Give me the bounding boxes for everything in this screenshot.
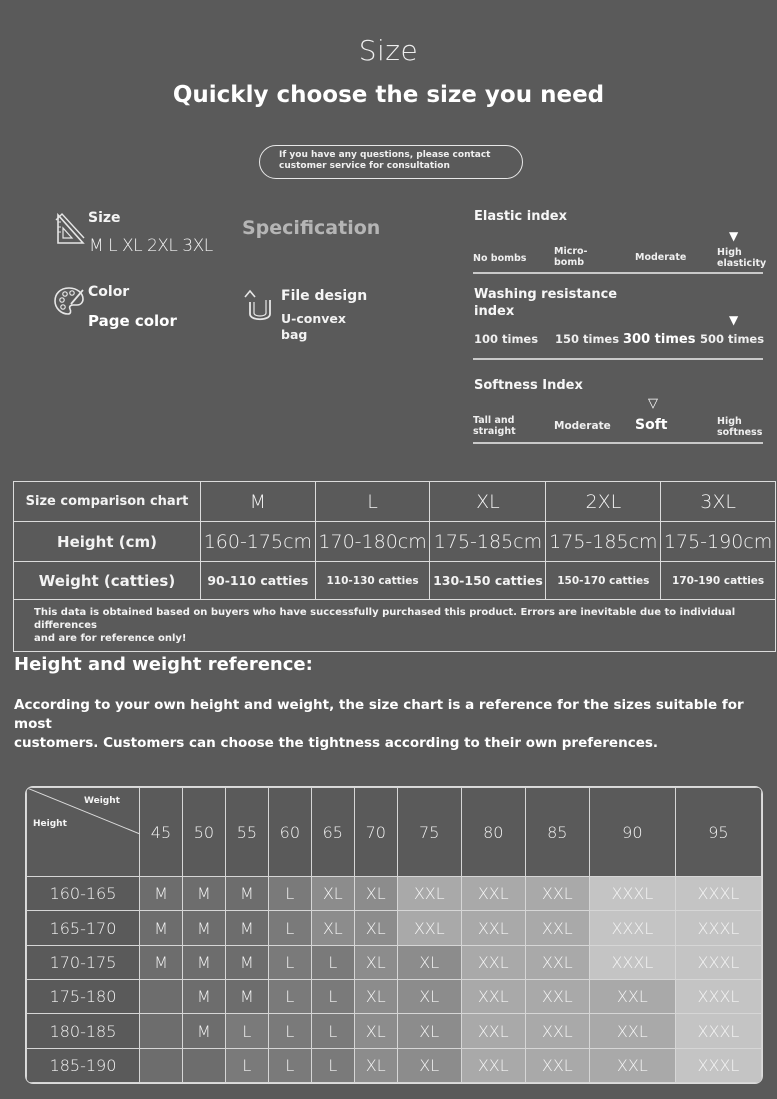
grid-row — [27, 911, 762, 945]
grid-size-cell: XXL — [525, 1048, 589, 1082]
size-label: Size — [88, 210, 121, 226]
palette-icon — [53, 285, 85, 317]
grid-size-cell: XXL — [589, 1014, 675, 1048]
grid-size-cell: XXXL — [675, 877, 761, 911]
reference-title: Height and weight reference: — [14, 654, 313, 675]
grid-size-cell: XXL — [589, 1048, 675, 1082]
grid-size-cell: L — [311, 1048, 354, 1082]
reference-description-line1: According to your own height and weight, the size chart is a reference for the sizes suitable for most — [14, 697, 744, 732]
elastic-option-1: No bombs — [473, 253, 527, 264]
grid-size-cell: M — [225, 980, 268, 1014]
grid-size-cell: M — [182, 877, 225, 911]
washing-scale-line — [473, 358, 763, 360]
grid-size-cell: L — [311, 980, 354, 1014]
elastic-selected-marker-icon: ▼ — [729, 229, 739, 243]
comparison-header-row — [14, 482, 776, 522]
page-title: Size — [358, 34, 419, 67]
grid-height-label: 175-180 — [27, 980, 140, 1014]
grid-size-cell: M — [182, 945, 225, 979]
grid-size-cell: XXL — [525, 911, 589, 945]
contact-note-line1: If you have any questions, please contact — [279, 150, 491, 160]
file-design-value — [281, 311, 346, 343]
color-label: Color — [88, 284, 130, 300]
grid-size-cell: XXXL — [675, 980, 761, 1014]
grid-size-cell: M — [225, 911, 268, 945]
comparison-height-xl: 175-185cm — [430, 522, 546, 562]
grid-size-cell — [140, 1048, 183, 1082]
elastic-option-3: Moderate — [635, 252, 687, 263]
grid-size-cell: L — [268, 1048, 311, 1082]
grid-weight-header: 65 — [311, 788, 354, 877]
comparison-weight-m: 90-110 catties — [201, 562, 316, 600]
softness-index-title: Softness Index — [474, 378, 583, 393]
softness-scale-line — [473, 442, 763, 444]
grid-size-cell: M — [225, 877, 268, 911]
grid-size-cell: XXL — [461, 945, 525, 979]
comparison-height-row — [14, 522, 776, 562]
elastic-option-4: High elasticity — [717, 247, 767, 269]
comparison-height-label: Height (cm) — [14, 522, 201, 562]
comparison-note-line1: This data is obtained based on buyers who have successfully purchased this product. Errors are inevitable due to individual differences — [34, 607, 736, 631]
softness-option-2: Moderate — [554, 420, 611, 432]
grid-weight-header: 60 — [268, 788, 311, 877]
reference-description — [14, 696, 774, 753]
washing-option-2: 150 times — [555, 332, 620, 346]
size-values: M L XL 2XL 3XL — [89, 236, 213, 256]
grid-height-label: 160-165 — [27, 877, 140, 911]
grid-size-cell: XL — [354, 911, 397, 945]
grid-size-cell: XXXL — [675, 945, 761, 979]
height-weight-grid — [25, 786, 763, 1084]
grid-size-cell: M — [182, 980, 225, 1014]
grid-size-cell: XL — [397, 1014, 461, 1048]
grid-size-cell: XXXL — [589, 911, 675, 945]
grid-weight-header: 80 — [461, 788, 525, 877]
grid-height-label: 165-170 — [27, 911, 140, 945]
grid-size-cell: M — [225, 945, 268, 979]
grid-size-cell: M — [140, 911, 183, 945]
grid-size-cell: XL — [397, 980, 461, 1014]
grid-weight-header: 55 — [225, 788, 268, 877]
grid-size-cell: XXL — [525, 945, 589, 979]
comparison-height-m: 160-175cm — [201, 522, 316, 562]
reference-description-line2: customers. Customers can choose the tightness according to their own preferences. — [14, 735, 659, 751]
file-design-value-line1: U-convex — [281, 311, 346, 326]
grid-size-cell: XXL — [525, 877, 589, 911]
grid-row — [27, 980, 762, 1014]
grid-weight-header: 95 — [675, 788, 761, 877]
softness-option-3: Soft — [635, 417, 668, 433]
grid-size-cell: L — [268, 877, 311, 911]
comparison-weight-l: 110-130 catties — [315, 562, 430, 600]
comparison-weight-label: Weight (catties) — [14, 562, 201, 600]
comparison-size-2xl: 2XL — [546, 482, 661, 522]
grid-size-cell: L — [268, 911, 311, 945]
comparison-weight-row — [14, 562, 776, 600]
grid-size-cell: XL — [397, 945, 461, 979]
comparison-size-xl: XL — [430, 482, 546, 522]
grid-size-cell — [182, 1048, 225, 1082]
grid-weight-header: 45 — [140, 788, 183, 877]
grid-size-cell: XXXL — [675, 1014, 761, 1048]
grid-size-cell: XXL — [397, 911, 461, 945]
softness-selected-marker-icon: ▽ — [648, 396, 658, 411]
washing-option-3: 300 times — [623, 332, 696, 347]
grid-height-label: 180-185 — [27, 1014, 140, 1048]
comparison-header-label: Size comparison chart — [14, 482, 201, 522]
grid-size-cell: XL — [354, 945, 397, 979]
grid-size-cell: XXL — [461, 1014, 525, 1048]
grid-size-cell: M — [182, 1014, 225, 1048]
elastic-index-title: Elastic index — [474, 209, 567, 224]
grid-size-cell: M — [182, 911, 225, 945]
grid-size-cell: XXL — [397, 877, 461, 911]
grid-size-cell: XL — [354, 1014, 397, 1048]
color-value: Page color — [88, 312, 177, 330]
grid-weight-header: 85 — [525, 788, 589, 877]
comparison-size-l: L — [315, 482, 430, 522]
grid-row — [27, 945, 762, 979]
grid-size-cell: L — [268, 980, 311, 1014]
softness-option-4: High softness — [717, 416, 763, 438]
elastic-scale-line — [473, 272, 763, 274]
comparison-note-line2: and are for reference only! — [34, 633, 187, 644]
comparison-height-3xl: 175-190cm — [661, 522, 776, 562]
grid-corner-height-label: Height — [33, 819, 67, 829]
comparison-height-2xl: 175-185cm — [546, 522, 661, 562]
ruler-triangle-icon — [54, 212, 86, 246]
contact-note-line2: customer service for consultation — [279, 161, 450, 171]
grid-weight-header: 70 — [354, 788, 397, 877]
washing-index-title: Washing resistance index — [474, 287, 618, 319]
grid-size-cell: XL — [354, 1048, 397, 1082]
comparison-size-m: M — [201, 482, 316, 522]
comparison-height-l: 170-180cm — [315, 522, 430, 562]
grid-header-row — [27, 788, 762, 877]
grid-corner-weight-label: Weight — [84, 796, 120, 806]
grid-size-cell: XXXL — [589, 945, 675, 979]
file-design-value-line2: bag — [281, 327, 308, 342]
grid-size-cell: XXXL — [675, 911, 761, 945]
grid-row — [27, 877, 762, 911]
grid-size-cell: XL — [311, 877, 354, 911]
grid-size-cell: XL — [311, 911, 354, 945]
grid-size-cell: XXXL — [589, 877, 675, 911]
comparison-weight-3xl: 170-190 catties — [661, 562, 776, 600]
grid-size-cell: XXL — [525, 1014, 589, 1048]
contact-note — [259, 145, 523, 179]
comparison-size-3xl: 3XL — [661, 482, 776, 522]
grid-size-cell: M — [140, 877, 183, 911]
comparison-weight-2xl: 150-170 catties — [546, 562, 661, 600]
grid-size-cell: XXL — [525, 980, 589, 1014]
size-comparison-table — [13, 481, 776, 652]
grid-size-cell: L — [268, 945, 311, 979]
grid-size-cell: L — [268, 1014, 311, 1048]
comparison-note-row — [14, 600, 776, 652]
grid-size-cell: XXL — [461, 1048, 525, 1082]
grid-row — [27, 1048, 762, 1082]
comparison-weight-xl: 130-150 catties — [430, 562, 546, 600]
grid-weight-header: 75 — [397, 788, 461, 877]
washing-option-1: 100 times — [474, 332, 539, 346]
grid-size-cell: M — [140, 945, 183, 979]
grid-size-cell: L — [311, 945, 354, 979]
grid-weight-header: 90 — [589, 788, 675, 877]
softness-option-1: Tall and straight — [473, 415, 516, 437]
grid-row — [27, 1014, 762, 1048]
grid-size-cell: XXL — [589, 980, 675, 1014]
grid-size-cell: XL — [354, 980, 397, 1014]
washing-option-4: 500 times — [700, 332, 765, 346]
grid-size-cell: XXL — [461, 980, 525, 1014]
grid-height-label: 170-175 — [27, 945, 140, 979]
grid-size-cell: L — [311, 1014, 354, 1048]
grid-height-label: 185-190 — [27, 1048, 140, 1082]
grid-size-cell: XL — [354, 877, 397, 911]
grid-size-cell — [140, 1014, 183, 1048]
washing-selected-marker-icon: ▼ — [729, 313, 739, 327]
grid-size-cell: L — [225, 1048, 268, 1082]
grid-size-cell: XXL — [461, 877, 525, 911]
elastic-option-2: Micro- bomb — [554, 246, 588, 268]
u-convex-icon — [243, 288, 277, 326]
page-subtitle: Quickly choose the size you need — [172, 82, 605, 108]
grid-size-cell: XXL — [461, 911, 525, 945]
grid-corner-cell — [27, 788, 140, 877]
grid-size-cell: XL — [397, 1048, 461, 1082]
grid-size-cell: L — [225, 1014, 268, 1048]
grid-size-cell — [140, 980, 183, 1014]
comparison-note — [14, 600, 776, 652]
file-design-label: File design — [281, 288, 368, 304]
grid-size-cell: XXXL — [675, 1048, 761, 1082]
specification-heading: Specification — [242, 217, 381, 239]
grid-weight-header: 50 — [182, 788, 225, 877]
